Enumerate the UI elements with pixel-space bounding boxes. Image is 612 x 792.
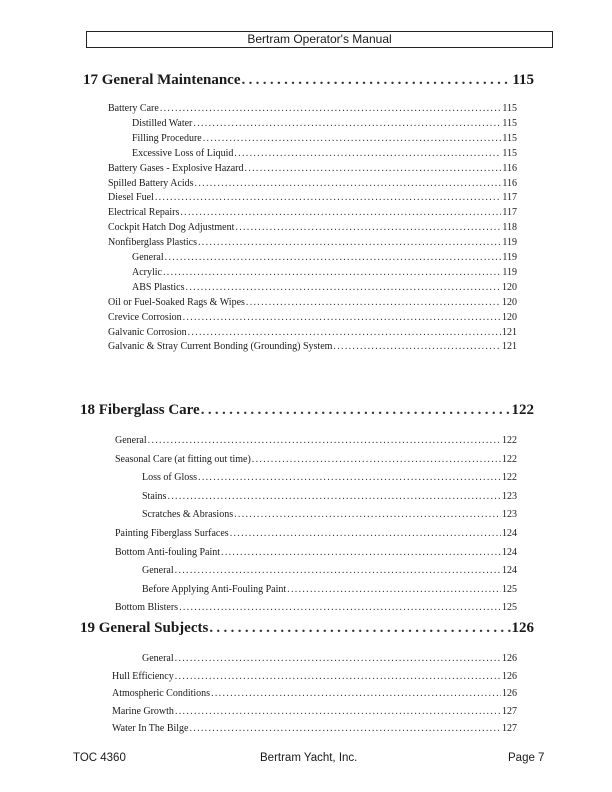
dot-leader	[165, 252, 502, 263]
dot-leader	[148, 435, 501, 446]
entry-page-number: 118	[502, 222, 517, 234]
toc-entry[interactable]	[112, 723, 517, 734]
dot-leader	[201, 402, 511, 419]
toc-subentry[interactable]	[132, 282, 517, 293]
entry-title: Electrical Repairs	[108, 207, 180, 219]
entry-title: Oil or Fuel-Soaked Rags & Wipes	[108, 296, 245, 308]
dot-leader	[333, 341, 501, 352]
toc-entry[interactable]	[115, 454, 517, 465]
dot-leader	[209, 620, 510, 637]
dot-leader	[195, 178, 502, 189]
toc-entry[interactable]	[108, 103, 517, 114]
entry-title: General	[142, 653, 174, 664]
entry-title: Battery Care	[108, 103, 159, 114]
entry-title: General	[132, 252, 164, 263]
entry-page-number: 120	[502, 296, 517, 308]
entry-title: ABS Plastics	[132, 281, 185, 293]
entry-page-number: 122	[502, 435, 517, 446]
entry-page-number: 116	[502, 162, 517, 174]
entry-page-number: 117	[502, 207, 517, 219]
dot-leader	[188, 327, 501, 338]
toc-subentry[interactable]	[142, 584, 517, 595]
toc-subentry[interactable]	[132, 252, 517, 263]
entry-title: Marine Growth	[112, 705, 174, 717]
entry-page-number: 123	[502, 490, 517, 502]
toc-subentry[interactable]	[142, 472, 517, 483]
entry-page-number: 121	[502, 326, 517, 338]
entry-title: Galvanic & Stray Current Bonding (Grounding) System	[108, 341, 333, 353]
dot-leader	[246, 297, 501, 308]
entry-page-number: 119	[502, 237, 517, 249]
toc-entry[interactable]	[115, 602, 517, 613]
toc-subentry[interactable]	[142, 565, 517, 576]
entry-title: Acrylic	[132, 266, 162, 278]
entry-page-number: 115	[502, 103, 517, 114]
dot-leader	[203, 133, 502, 144]
dot-leader	[241, 72, 511, 89]
toc-entry[interactable]	[108, 207, 517, 218]
entry-title: Loss of Gloss	[142, 472, 198, 484]
dot-leader	[230, 528, 501, 539]
dot-leader	[175, 706, 501, 717]
dot-leader	[186, 282, 501, 293]
toc-entry[interactable]	[108, 327, 517, 338]
entry-page-number: 123	[502, 509, 517, 521]
dot-leader	[245, 163, 502, 174]
toc-entry[interactable]	[108, 341, 517, 352]
footer-page-number: Page 7	[508, 752, 545, 764]
toc-chapter-heading[interactable]	[80, 620, 534, 637]
entry-page-number: 125	[502, 602, 517, 614]
entry-title: Hull Efficiency	[112, 670, 174, 682]
entry-page-number: 116	[502, 177, 517, 189]
dot-leader	[175, 565, 501, 576]
toc-entry[interactable]	[115, 435, 517, 446]
entry-title: Bottom Anti-fouling Paint	[115, 546, 221, 558]
entry-page-number: 119	[502, 266, 517, 278]
toc-subentry[interactable]	[142, 653, 517, 664]
toc-chapter-heading[interactable]	[83, 72, 534, 89]
chapter-title: 17 General Maintenance	[83, 72, 241, 88]
chapter-page-number: 115	[512, 72, 534, 88]
entry-page-number: 120	[502, 311, 517, 323]
dot-leader	[163, 267, 501, 278]
dot-leader	[160, 103, 502, 114]
entry-title: Atmospheric Conditions	[112, 688, 211, 700]
entry-title: General	[115, 435, 147, 446]
running-header: Bertram Operator's Manual	[86, 31, 553, 48]
dot-leader	[252, 454, 501, 465]
entry-title: Bottom Blisters	[115, 602, 179, 614]
entry-title: General	[142, 565, 174, 577]
entry-page-number: 126	[502, 653, 517, 664]
toc-subentry[interactable]	[132, 118, 517, 129]
dot-leader	[221, 547, 501, 558]
entry-page-number: 124	[502, 565, 517, 577]
entry-page-number: 124	[502, 528, 517, 539]
dot-leader	[179, 602, 501, 613]
entry-page-number: 121	[502, 341, 517, 353]
entry-page-number: 127	[502, 723, 517, 735]
chapter-title: 19 General Subjects	[80, 620, 209, 636]
toc-subentry[interactable]	[132, 133, 517, 144]
toc-entry[interactable]	[108, 192, 517, 203]
chapter-page-number: 126	[511, 620, 534, 636]
entry-title: Distilled Water	[132, 117, 193, 129]
toc-entry[interactable]	[108, 297, 517, 308]
dot-leader	[155, 192, 502, 203]
toc-entry[interactable]	[115, 547, 517, 558]
entry-title: Nonfiberglass Plastics	[108, 237, 197, 249]
footer-publisher: Bertram Yacht, Inc.	[260, 752, 358, 764]
dot-leader	[175, 653, 501, 664]
toc-entry[interactable]	[108, 237, 517, 248]
entry-page-number: 117	[502, 192, 517, 204]
dot-leader	[193, 118, 501, 129]
toc-entry[interactable]	[115, 528, 517, 539]
entry-page-number: 115	[502, 147, 517, 159]
toc-entry[interactable]	[108, 312, 517, 323]
entry-page-number: 119	[502, 252, 517, 263]
footer-doc-code: TOC 4360	[73, 752, 126, 764]
entry-page-number: 122	[502, 472, 517, 484]
chapter-title: 18 Fiberglass Care	[80, 402, 200, 418]
entry-page-number: 122	[502, 453, 517, 465]
dot-leader	[180, 207, 501, 218]
entry-title: Painting Fiberglass Surfaces	[115, 528, 229, 539]
toc-subentry[interactable]	[132, 267, 517, 278]
dot-leader	[183, 312, 501, 323]
toc-subentry[interactable]	[142, 509, 517, 520]
entry-page-number: 126	[502, 688, 517, 700]
toc-entry[interactable]	[108, 178, 517, 189]
toc-subentry[interactable]	[142, 491, 517, 502]
entry-title: Water In The Bilge	[112, 723, 189, 735]
entry-page-number: 120	[502, 281, 517, 293]
entry-page-number: 115	[502, 117, 517, 129]
entry-title: Diesel Fuel	[108, 192, 154, 204]
entry-page-number: 115	[502, 132, 517, 144]
entry-title: Before Applying Anti-Fouling Paint	[142, 583, 287, 595]
dot-leader	[167, 491, 501, 502]
entry-title: Battery Gases - Explosive Hazard	[108, 162, 244, 174]
toc-entry[interactable]	[108, 222, 517, 233]
dot-leader	[175, 671, 501, 682]
dot-leader	[235, 222, 501, 233]
dot-leader	[234, 148, 501, 159]
toc-subentry[interactable]	[132, 148, 517, 159]
toc-entry[interactable]	[112, 671, 517, 682]
entry-title: Excessive Loss of Liquid	[132, 147, 234, 159]
chapter-page-number: 122	[511, 402, 534, 418]
entry-page-number: 125	[502, 583, 517, 595]
entry-title: Cockpit Hatch Dog Adjustment	[108, 222, 235, 234]
entry-title: Stains	[142, 490, 167, 502]
entry-page-number: 126	[502, 670, 517, 682]
toc-entry[interactable]	[112, 688, 517, 699]
entry-title: Crevice Corrosion	[108, 311, 182, 323]
entry-title: Galvanic Corrosion	[108, 326, 187, 338]
entry-page-number: 124	[502, 546, 517, 558]
dot-leader	[287, 584, 501, 595]
dot-leader	[211, 688, 501, 699]
dot-leader	[234, 509, 501, 520]
entry-title: Spilled Battery Acids	[108, 177, 194, 189]
dot-leader	[189, 723, 501, 734]
toc-entry[interactable]	[112, 706, 517, 717]
dot-leader	[198, 472, 501, 483]
toc-entry[interactable]	[108, 163, 517, 174]
dot-leader	[198, 237, 501, 248]
entry-title: Scratches & Abrasions	[142, 509, 234, 521]
entry-title: Filling Procedure	[132, 132, 202, 144]
entry-title: Seasonal Care (at fitting out time)	[115, 453, 251, 465]
entry-page-number: 127	[502, 705, 517, 717]
toc-chapter-heading[interactable]	[80, 402, 534, 419]
